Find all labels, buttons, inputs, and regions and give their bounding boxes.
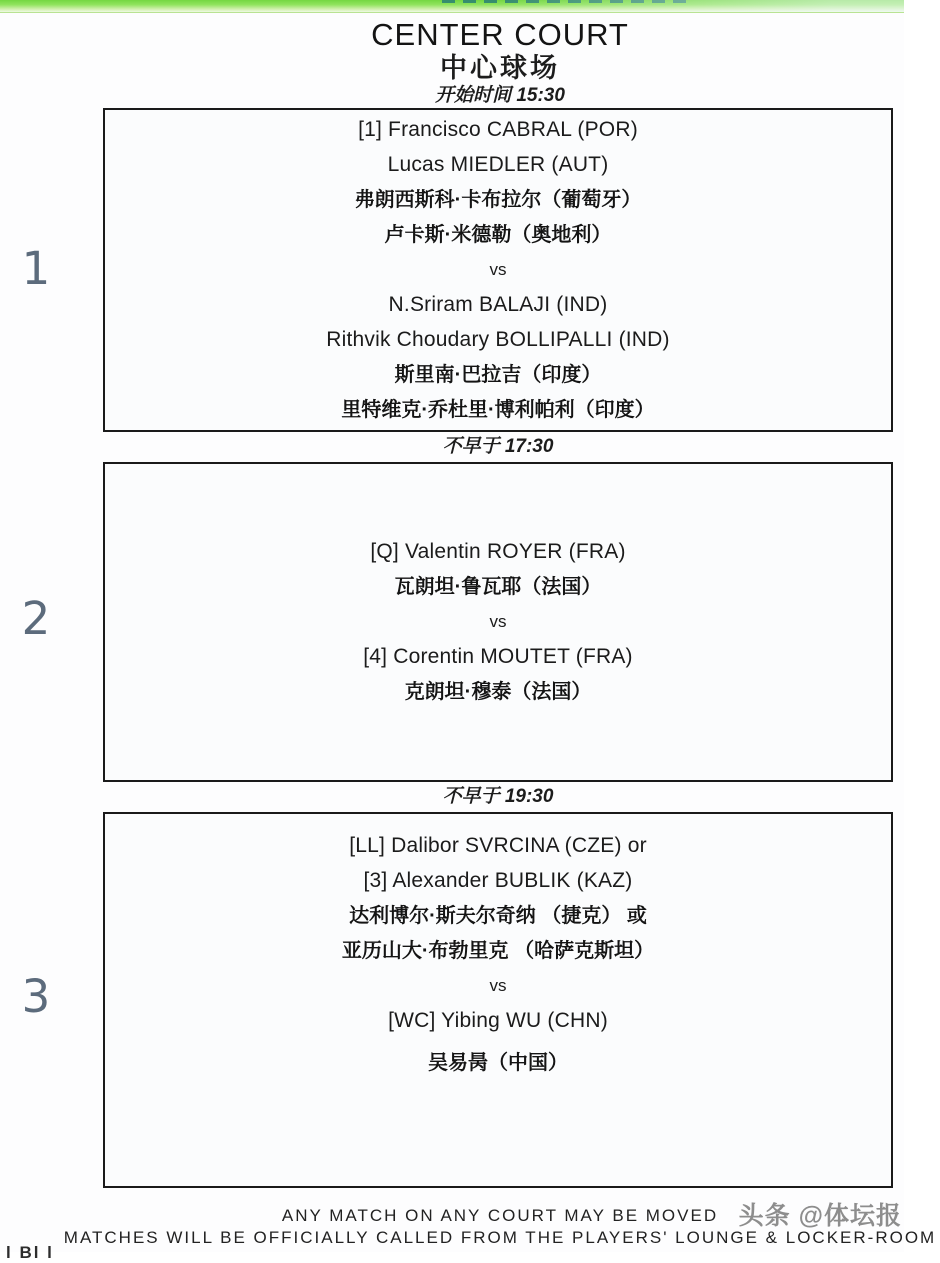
match-line-en: [Q] Valentin ROYER (FRA) bbox=[370, 540, 626, 563]
match-line-zh: 斯里南·巴拉吉（印度） bbox=[394, 364, 602, 386]
match-line-zh: 达利博尔·斯夫尔奇纳 （捷克） 或 bbox=[349, 905, 647, 927]
match-line-zh: 克朗坦·穆泰（法国） bbox=[404, 681, 592, 703]
match-line-en: [LL] Dalibor SVRCINA (CZE) or bbox=[349, 834, 647, 857]
match-box bbox=[103, 108, 893, 432]
footer-notice-line1: ANY MATCH ON ANY COURT MAY BE MOVED bbox=[281, 1206, 719, 1225]
match-line-vs: vs bbox=[489, 612, 507, 631]
match-line-en: [WC] Yibing WU (CHN) bbox=[388, 1009, 608, 1032]
match-line-en: Lucas MIEDLER (AUT) bbox=[387, 153, 609, 176]
not-before-label: 不早于 19:30 bbox=[442, 786, 554, 807]
match-line-zh: 瓦朗坦·鲁瓦耶（法国） bbox=[394, 576, 602, 598]
match-line-en: N.Sriram BALAJI (IND) bbox=[388, 293, 608, 316]
match-sequence-number: 2 bbox=[21, 592, 51, 645]
match-box bbox=[103, 462, 893, 782]
cutoff-bottom-text-fragment: l Bl l bbox=[6, 1243, 54, 1262]
start-time-label: 开始时间 15:30 bbox=[435, 85, 565, 106]
match-line-vs: vs bbox=[489, 976, 507, 995]
page-title-chinese: 中心球场 bbox=[440, 53, 560, 83]
match-sequence-number: 1 bbox=[21, 242, 51, 295]
footer-notice-line2: MATCHES WILL BE OFFICIALLY CALLED FROM THE PLAYERS' LOUNGE & LOCKER-ROOM bbox=[63, 1228, 937, 1247]
match-sequence-number: 3 bbox=[21, 970, 51, 1023]
match-line-zh: 卢卡斯·米德勒（奥地利） bbox=[384, 224, 612, 246]
match-line-en: Rithvik Choudary BOLLIPALLI (IND) bbox=[326, 328, 670, 351]
not-before-label: 不早于 17:30 bbox=[442, 436, 554, 457]
match-box bbox=[103, 812, 893, 1188]
match-line-en: [3] Alexander BUBLIK (KAZ) bbox=[363, 869, 633, 892]
match-line-en: [1] Francisco CABRAL (POR) bbox=[358, 118, 638, 141]
watermark-toutiao: 头条 @体坛报 bbox=[738, 1202, 902, 1230]
cutoff-header-text-fragment bbox=[442, 0, 694, 3]
match-line-zh: 里特维克·乔杜里·博利帕利（印度） bbox=[341, 399, 655, 421]
match-line-zh: 吴易昺（中国） bbox=[428, 1052, 568, 1074]
match-line-vs: vs bbox=[489, 260, 507, 279]
page-title: CENTER COURT bbox=[371, 17, 629, 52]
top-gradient-bar bbox=[0, 0, 904, 13]
match-line-zh: 亚历山大·布勃里克 （哈萨克斯坦） bbox=[341, 940, 655, 962]
match-line-en: [4] Corentin MOUTET (FRA) bbox=[363, 645, 633, 668]
match-line-zh: 弗朗西斯科·卡布拉尔（葡萄牙） bbox=[354, 189, 642, 211]
